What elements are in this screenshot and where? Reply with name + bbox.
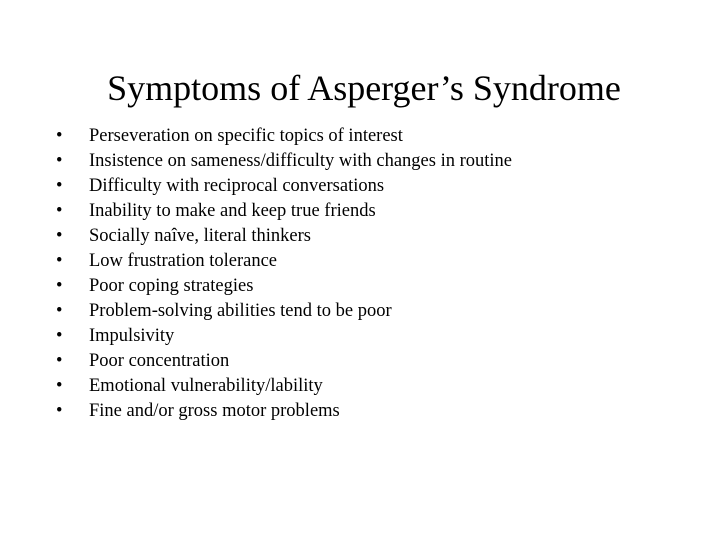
list-item-text: Inability to make and keep true friends [89,201,376,221]
list-item-text: Emotional vulnerability/lability [89,376,323,396]
list-item [56,399,716,424]
bullet-icon: • [56,401,63,421]
list-item [56,299,716,324]
list-item [56,149,716,174]
list-item [56,249,716,274]
list-item [56,274,716,299]
list-item [56,124,716,149]
bullet-icon: • [56,126,63,146]
bullet-icon: • [56,226,63,246]
list-item [56,324,716,349]
list-item-text: Socially naîve, literal thinkers [89,226,311,246]
list-item [56,199,716,224]
list-item-text: Poor concentration [89,351,230,371]
bullet-icon: • [56,251,63,271]
list-item [56,349,716,374]
bullet-icon: • [56,201,63,221]
symptom-list [56,124,716,424]
list-item [56,374,716,399]
list-item-text: Problem-solving abilities tend to be poor [89,301,392,321]
slide-title: Symptoms of Asperger’s Syndrome [107,68,621,108]
bullet-icon: • [56,276,63,296]
list-item-text: Perseveration on specific topics of interest [89,126,403,146]
list-item-text: Fine and/or gross motor problems [89,401,340,421]
list-item [56,174,716,199]
list-item [56,224,716,249]
list-item-text: Low frustration tolerance [89,251,278,271]
bullet-icon: • [56,301,63,321]
list-item-text: Difficulty with reciprocal conversations [89,176,385,196]
bullet-icon: • [56,376,63,396]
bullet-icon: • [56,326,63,346]
bullet-icon: • [56,176,63,196]
list-item-text: Impulsivity [89,326,175,346]
bullet-icon: • [56,151,63,171]
bullet-icon: • [56,351,63,371]
list-item-text: Insistence on sameness/difficulty with changes in routine [89,151,513,171]
list-item-text: Poor coping strategies [89,276,254,296]
